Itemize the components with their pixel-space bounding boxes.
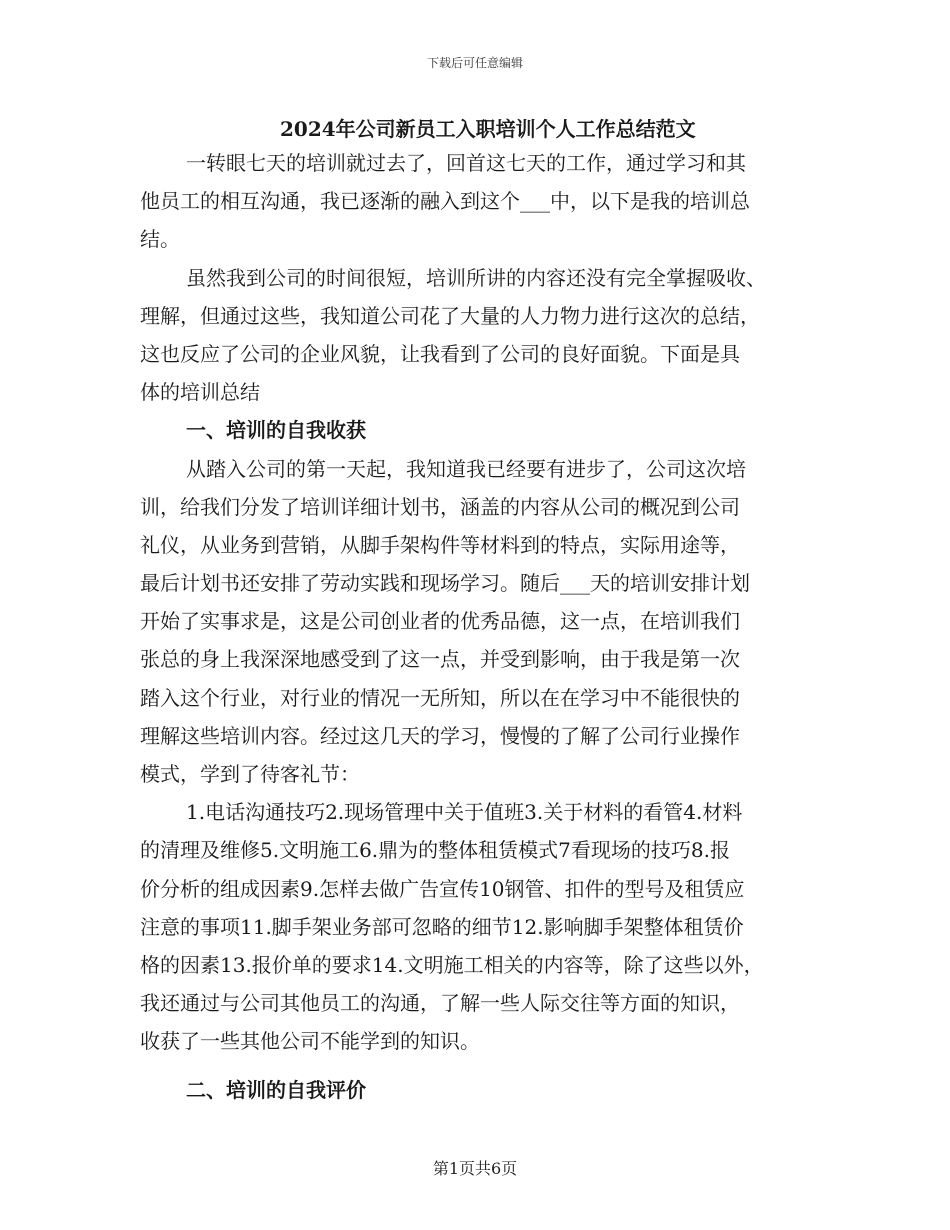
paragraph-line: 踏入这个行业，对行业的情况一无所知，所以在在学习中不能很快的 [140,685,740,710]
paragraph-line: 结。 [140,227,180,252]
paragraph-line: 理解这些培训内容。经过这几天的学习，慢慢的了解了公司行业操作 [140,723,740,748]
paragraph-line: 收获了一些其他公司不能学到的知识。 [140,1029,480,1054]
paragraph-line: 训，给我们分发了培训详细计划书，涵盖的内容从公司的概况到公司 [140,494,740,519]
paragraph-line: 张总的身上我深深地感受到了这一点，并受到影响，由于我是第一次 [140,647,740,672]
paragraph-line: 虽然我到公司的时间很短，培训所讲的内容还没有完全掌握吸收、 [186,265,766,290]
paragraph-line: 1.电话沟通技巧2.现场管理中关于值班3.关于材料的看管4.材料 [186,800,743,825]
paragraph-line: 礼仪，从业务到营销，从脚手架构件等材料到的特点，实际用途等， [140,532,740,557]
paragraph-line: 从踏入公司的第一天起，我知道我已经要有进步了，公司这次培 [186,456,746,481]
paragraph-line: 理解，但通过这些，我知道公司花了大量的人力物力进行这次的总结， [140,303,760,328]
paragraph-line: 最后计划书还安排了劳动实践和现场学习。随后___天的培训安排计划 [140,571,750,596]
page-number: 第1页共6页 [432,1159,518,1178]
paragraph-line: 格的因素13.报价单的要求14.文明施工相关的内容等，除了这些以外， [140,952,764,977]
paragraph-line: 我还通过与公司其他员工的沟通，了解一些人际交往等方面的知识， [140,991,740,1016]
paragraph-line: 价分析的组成因素9.怎样去做广告宣传10钢管、扣件的型号及租赁应 [140,876,745,901]
paragraph-line: 这也反应了公司的企业风貌，让我看到了公司的良好面貌。下面是具 [140,341,740,366]
paragraph-line: 他员工的相互沟通，我已逐渐的融入到这个___中，以下是我的培训总 [140,189,750,214]
paragraph-line: 开始了实事求是，这是公司创业者的优秀品德，这一点，在培训我们 [140,609,740,634]
paragraph-line: 模式，学到了待客礼节： [140,762,360,786]
document-title: 2024年公司新员工入职培训个人工作总结范文 [280,117,696,141]
section-heading: 二、培训的自我评价 [186,1077,366,1102]
paragraph-line: 体的培训总结 [140,380,260,405]
section-spacer [140,1061,812,1071]
page-header-note: 下载后可任意编辑 [426,56,523,70]
paragraph-line: 注意的事项11.脚手架业务部可忽略的细节12.影响脚手架整体租赁价 [140,914,744,939]
section-heading: 一、培训的自我收获 [186,418,366,443]
paragraph-line: 一转眼七天的培训就过去了，回首这七天的工作，通过学习和其 [186,151,746,175]
paragraph-line: 的清理及维修5.文明施工6.鼎为的整体租赁模式7看现场的技巧8.报 [140,838,730,863]
document-body [140,114,812,1109]
